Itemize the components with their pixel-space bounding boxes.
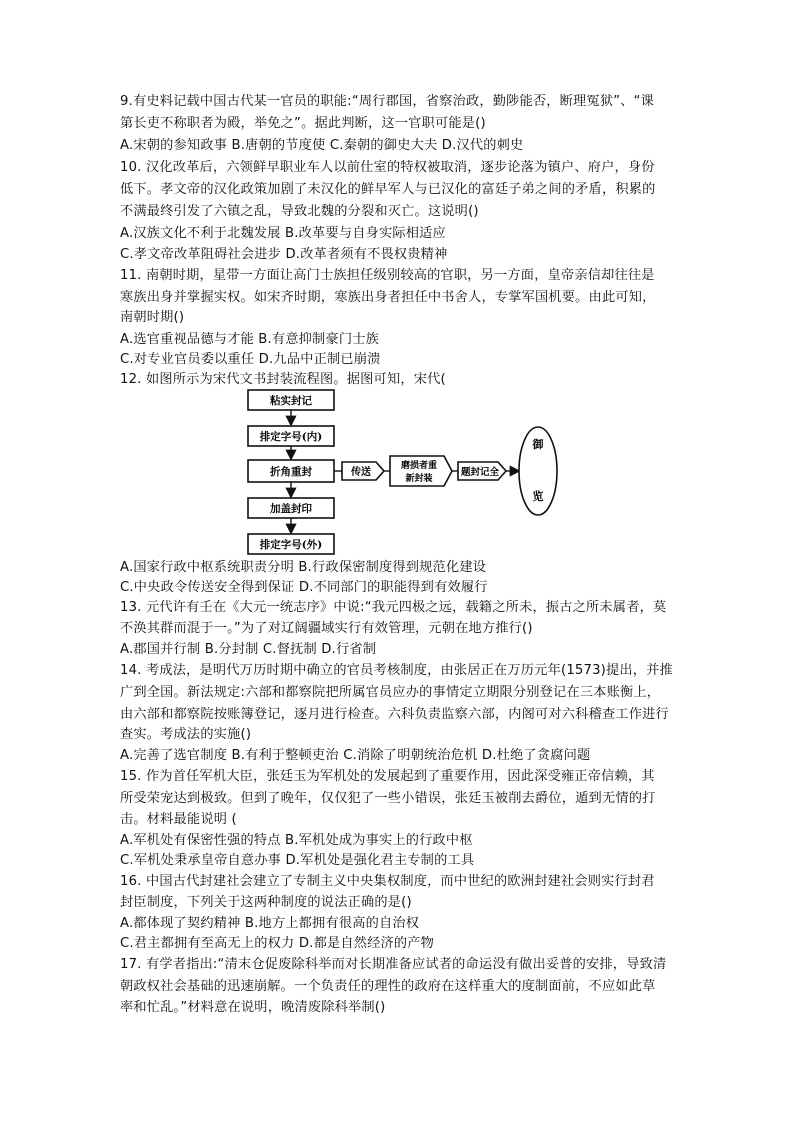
q10-options-cd: C.孝文帝改革阻碍社会进步 D.改革者须有不畏权贵精神 — [120, 247, 448, 262]
q13-stem-line-2: 不涣其群而混于一。”为了对辽阔疆域实行有效管理，元朝在地方推行() — [120, 621, 533, 636]
flow-step-1 — [248, 390, 334, 410]
q13-options: A.郡国并行制 B.分封制 C.督抚制 D.行省制 — [120, 642, 377, 657]
q10-options-ab: A.汉族文化不利于北魏发展 B.改革要与自身实际相适应 — [120, 226, 446, 241]
q17-stem-line-1: 17. 有学者指出:“清末仓促废除科举而对长期准备应试者的命运没有做出妥普的安排，导致清 — [120, 957, 667, 972]
q15-stem-line-1: 15. 作为首任军机大臣，张廷玉为军机处的发展起到了重要作用，因此深受雍正帝信赖，其 — [120, 769, 655, 784]
q14-stem-line-3: 由六部和都察院按账簿登记，逐月进行检查。六科负责监察六部，内阁可对六科稽查工作进行 — [120, 707, 669, 722]
flow-step-2 — [248, 426, 334, 446]
flow-branch-transmit — [342, 462, 384, 480]
q9-stem-line-1: 9.有史料记载中国古代某一官员的职能:“周行郡国，省察治政，勤陟能否，断理冤狱”、“课 — [120, 94, 655, 109]
q17-stem-line-3: 率和忙乱。”材料意在说明，晚清废除科举制() — [120, 1000, 386, 1015]
q11-stem-line-1: 11. 南朝时期，星带一方面让高门士族担任级别较高的官职，另一方面，皇帝亲信却往往是 — [120, 268, 655, 283]
q10-stem-line-2: 低下。孝文帝的汉化政策加剧了未汉化的鲜早军人与已汉化的富廷子弟之间的矛盾，积累的 — [120, 182, 656, 197]
q12-stem: 12. 如图所示为宋代文书封装流程图。据图可知，宋代( — [120, 372, 446, 387]
flow-step-3-label: 折角重封 — [270, 466, 312, 478]
q14-stem-line-2: 广到全国。新法规定:六部和都察院把所属官员应办的事情定立期限分别登记在三本账衡上， — [120, 685, 661, 700]
q16-stem-line-2: 封臣制度，下列关于这两种制度的说法正确的是() — [120, 895, 412, 910]
flow-end-imperial-review — [519, 427, 557, 515]
flow-step-4 — [248, 498, 334, 518]
q11-options-ab: A.选官重视品德与才能 B.有意抑制豪门士族 — [120, 332, 379, 347]
q11-stem-line-2: 寒族出身并掌握实权。如宋齐时期，寒族出身者担任中书舍人，专掌军国机要。由此可知， — [120, 290, 656, 305]
flow-end-label-1: 御 — [532, 438, 544, 451]
q14-options: A.完善了选官制度 B.有利于整顿吏治 C.消除了明朝统治危机 D.杜绝了贪腐问题 — [120, 748, 591, 763]
flow-branch-transmit-label: 传送 — [351, 467, 371, 478]
flow-step-4-label: 加盖封印 — [270, 503, 312, 515]
q14-stem-line-4: 查实。考成法的实施() — [120, 727, 252, 742]
q16-options-ab: A.都体现了契约精神 B.地方上都拥有很高的自治权 — [120, 916, 420, 931]
q16-stem-line-1: 16. 中国古代封建社会建立了专制主义中央集权制度，而中世纪的欧洲封建社会则实行封君 — [120, 874, 655, 889]
flow-step-1-label: 粘实封记 — [270, 395, 312, 407]
q10-stem-line-1: 10. 汉化改革后，六领鲜早职业车人以前仕室的特权被取消，逐步论落为镇户、府户，身份 — [120, 160, 655, 175]
q14-stem-line-1: 14. 考成法，是明代万历时期中确立的官员考核制度，由张居正在万历元年(1573)提出，并推 — [120, 663, 673, 678]
flow-end-label-2: 览 — [532, 490, 544, 503]
q15-stem-line-3: 击。材料最能说明 ( — [120, 812, 237, 827]
q11-options-cd: C.对专业官员委以重任 D.九品中正制已崩溃 — [120, 352, 381, 367]
q11-stem-line-3: 南朝时期() — [120, 310, 185, 325]
flow-branch-repack-label: 磨损者重 — [400, 461, 438, 471]
document-sealing-flowchart — [236, 388, 566, 556]
q9-stem-line-2: 第长吏不称职者为殿，举免之”。据此判断，这一官职可能是() — [120, 116, 486, 131]
flow-branch-repack — [390, 456, 452, 486]
q17-stem-line-2: 朝政权社会基础的迅速崩解。一个负责任的理性的政府在这样重大的度制面前，不应如此草 — [120, 979, 656, 994]
q9-options: A.宋朝的参知政事 B.唐朝的节度使 C.秦朝的御史大夫 D.汉代的刺史 — [120, 138, 524, 153]
q12-options-ab: A.国家行政中枢系统职责分明 B.行政保密制度得到规范化建设 — [120, 560, 487, 575]
flow-branch-repack-label-2: 新封装 — [405, 474, 433, 484]
flow-branch-title — [458, 462, 506, 480]
q16-options-cd: C.君主都拥有至高无上的权力 D.都是自然经济的产物 — [120, 936, 435, 951]
q15-options-cd: C.军机处秉承皇帝自意办事 D.军机处是强化君主专制的工具 — [120, 853, 475, 868]
flow-step-2-label: 排定字号(内) — [259, 431, 323, 443]
q10-stem-line-3: 不满最终引发了六镇之乱，导致北魏的分裂和灭亡。这说明() — [120, 204, 479, 219]
q15-stem-line-2: 所受荣宠达到极致。但到了晚年，仅仅犯了一些小错误，张廷玉被削去爵位，遁到无情的打 — [120, 791, 656, 806]
flow-step-5-label: 排定字号(外) — [259, 539, 323, 551]
flow-branch-title-label: 题封记全 — [460, 467, 500, 478]
flow-step-5 — [248, 534, 334, 554]
flow-step-3 — [248, 460, 334, 482]
q12-options-cd: C.中央政令传送安全得到保证 D.不同部门的职能得到有效履行 — [120, 580, 488, 595]
q15-options-ab: A.军机处有保密性强的特点 B.军机处成为事实上的行政中枢 — [120, 833, 473, 848]
q13-stem-line-1: 13. 元代许有壬在《大元一统志序》中说:“我元四极之远，载籍之所未，振古之所未属者，莫 — [120, 600, 667, 615]
